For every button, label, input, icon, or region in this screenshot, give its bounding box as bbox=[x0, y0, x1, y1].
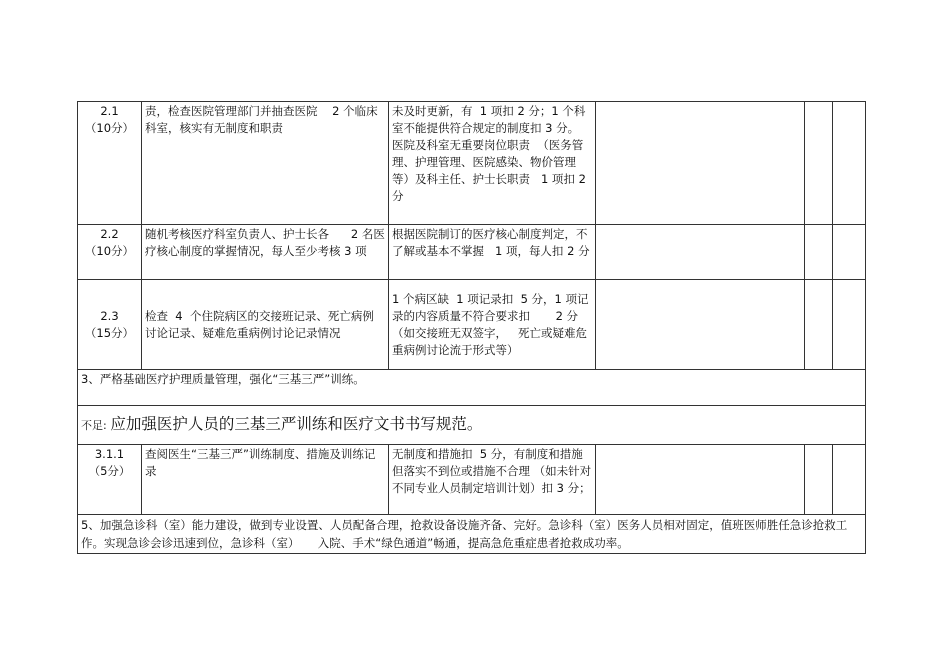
check-method-cell bbox=[142, 102, 389, 225]
deficiency-row bbox=[78, 406, 866, 445]
table-row-3-1-1 bbox=[78, 445, 866, 515]
scoring-cell bbox=[389, 102, 596, 225]
blank-cell bbox=[833, 445, 866, 515]
scoring-cell bbox=[389, 280, 596, 370]
blank-cell bbox=[805, 225, 833, 280]
item-id: 2.2 bbox=[100, 227, 119, 241]
check-method-text: 责，检查医院管理部门并抽查医院 2 个临床科室，核实有无制度和职责 bbox=[145, 104, 378, 135]
deficiency-cell bbox=[78, 406, 866, 445]
blank-cell bbox=[596, 102, 805, 225]
section-3-heading: 3、严格基础医疗护理质量管理，强化“三基三严”训练。 bbox=[78, 370, 866, 406]
scoring-text: 医院及科室无重要岗位职责 （医务管理、护理管理、医院感染、物价管理等）及科主任、护士长职责 1 项扣 2 分 bbox=[392, 138, 590, 203]
scoring-cell bbox=[389, 445, 596, 515]
section-5-content: 5、加强急诊科（室）能力建设，做到专业设置、人员配备合理，抢救设备设施齐备、完好。急诊科（室）医务人员相对固定，值班医师胜任急诊抢救工作。实现急诊会诊迅速到位，急诊科（室） 入院、手术“绿色通道”畅通，提高急危重症患者抢救成功率。 bbox=[81, 518, 848, 550]
table-row-2-3 bbox=[78, 280, 866, 370]
blank-cell bbox=[833, 102, 866, 225]
section-3-row bbox=[78, 370, 866, 406]
scoring-text: 1 个病区缺 1 项记录扣 5 分，1 项记录的内容质量不符合要求扣 2 分（如交接班无双签字， 死亡或疑难危重病例讨论流于形式等） bbox=[392, 291, 589, 357]
item-points: （10分） bbox=[84, 121, 135, 135]
scoring-text: 未及时更新，有 1 项扣 2 分；1 个科室不能提供符合规定的制度扣 3 分。 bbox=[392, 104, 586, 135]
item-points: （10分） bbox=[84, 244, 135, 258]
check-method-cell bbox=[142, 280, 389, 370]
check-method-cell bbox=[142, 445, 389, 515]
check-method-text: 查阅医生“三基三严”训练制度、措施及训练记录 bbox=[145, 447, 376, 478]
blank-cell bbox=[596, 445, 805, 515]
blank-cell bbox=[805, 445, 833, 515]
evaluation-table bbox=[77, 101, 866, 554]
item-id: 2.1 bbox=[100, 104, 119, 118]
section-5-text bbox=[78, 515, 866, 554]
deficiency-prefix: 不足: bbox=[81, 419, 107, 432]
item-id: 2.3 bbox=[100, 308, 119, 323]
blank-cell bbox=[805, 102, 833, 225]
scoring-text: 无制度和措施扣 5 分，有制度和措施但落实不到位或措施不合理 （如未针对不同专业人员制定培训计划）扣 3 分； bbox=[392, 447, 592, 495]
item-points: （15分） bbox=[84, 325, 135, 340]
check-method-cell bbox=[142, 225, 389, 280]
blank-cell bbox=[805, 280, 833, 370]
blank-cell bbox=[833, 280, 866, 370]
item-id: 3.1.1 bbox=[94, 447, 125, 461]
blank-cell bbox=[596, 280, 805, 370]
deficiency-text: 应加强医护人员的三基三严训练和医疗文书书写规范。 bbox=[110, 415, 483, 433]
scoring-text: 根据医院制订的医疗核心制度判定，不了解或基本不掌握 1 项，每人扣 2 分 bbox=[392, 227, 590, 258]
item-number-cell bbox=[78, 280, 142, 370]
scoring-cell bbox=[389, 225, 596, 280]
check-method-text: 随机考核医疗科室负责人、护士长各 2 名医疗核心制度的掌握情况，每人至少考核 3 项 bbox=[145, 227, 385, 258]
section-5-row bbox=[78, 515, 866, 554]
blank-cell bbox=[833, 225, 866, 280]
item-number-cell bbox=[78, 102, 142, 225]
item-number-cell bbox=[78, 225, 142, 280]
item-number-cell bbox=[78, 445, 142, 515]
check-method-text: 检查 4 个住院病区的交接班记录、死亡病例讨论记录、疑难危重病例讨论记录情况 bbox=[145, 308, 374, 340]
table-row-2-2 bbox=[78, 225, 866, 280]
item-points: （5分） bbox=[88, 464, 131, 478]
table-row-2-1 bbox=[78, 102, 866, 225]
blank-cell bbox=[596, 225, 805, 280]
